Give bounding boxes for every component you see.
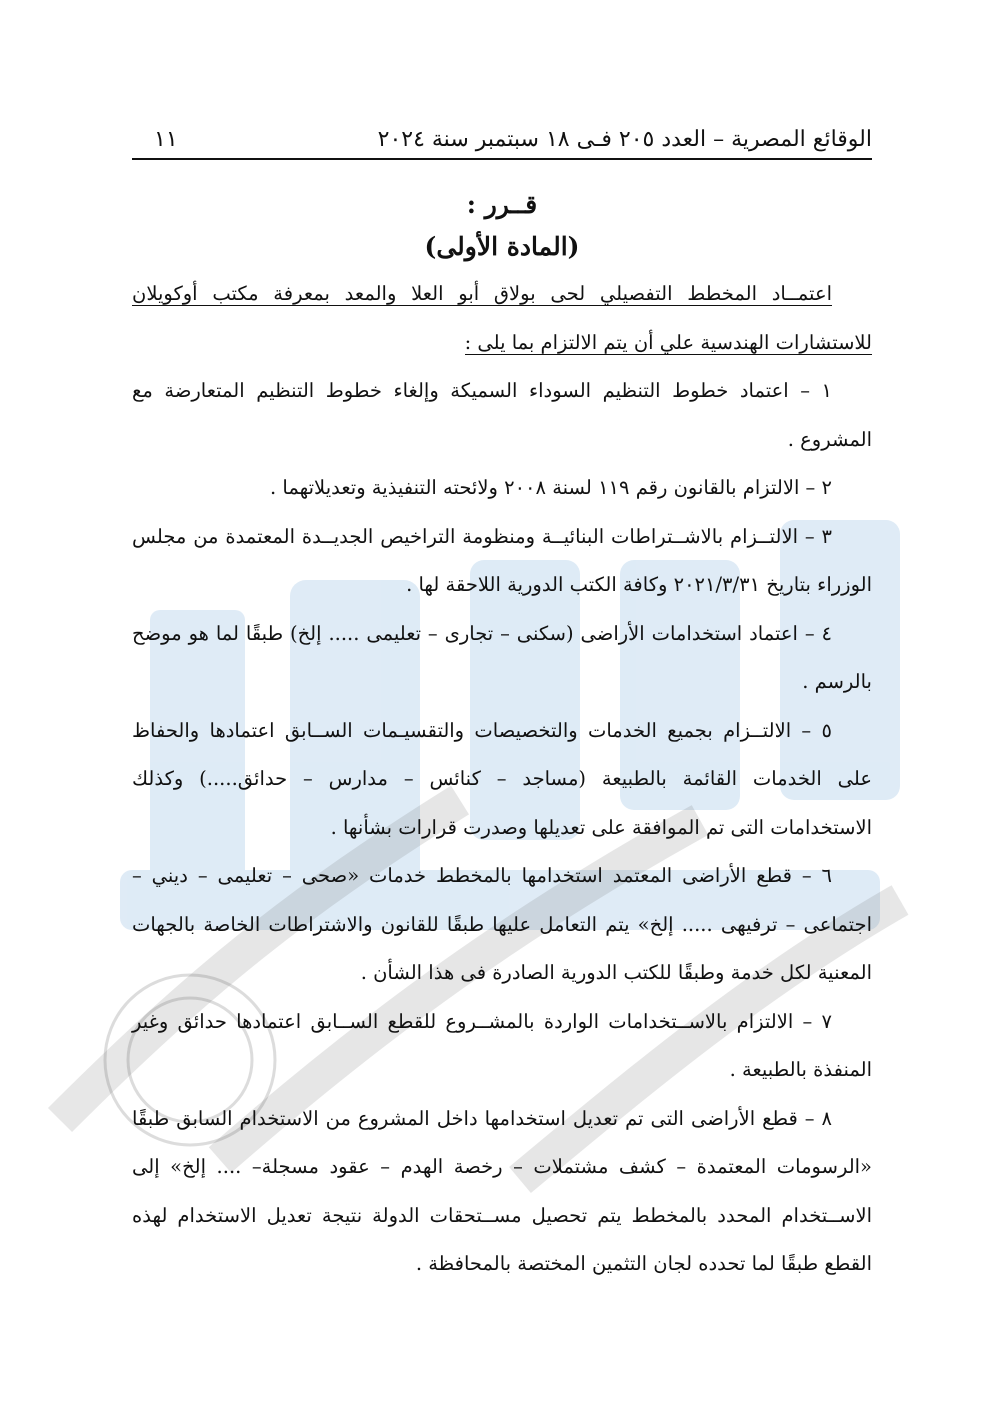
- article-heading: (المادة الأولى): [424, 232, 580, 261]
- decision-heading: قــرر :: [466, 190, 538, 219]
- list-item: ٥ – الالتــزام بجميع الخدمات والتخصيصات والتقسيـمات الســابق اعتمادها والحفاظ على الخدمات القائمة بالطبيعة (مساجد – كنائس – مدارس – حدائق.....) وكذلك الاستخدامات التى تم الموافقة على تعديلها وصدرت قرارات بشأنها .: [132, 718, 872, 839]
- list-item: ٣ – الالتــزام بالاشــتراطات البنائيــة ومنظومة التراخيص الجديــدة المعتمدة من مجلس الوزراء بتاريخ ٢٠٢١/٣/٣١ وكافة الكتب الدورية اللاحقة لها .: [132, 524, 872, 596]
- page-number: ١١: [154, 127, 178, 152]
- intro-text: اعتمــاد المخطط التفصيلي لحى بولاق أبو العلا والمعد بمعرفة مكتب أوكويلان للاستشارات الهندسية علي أن يتم الالتزام بما يلى :: [132, 282, 872, 354]
- list-item: ٢ – الالتزام بالقانون رقم ١١٩ لسنة ٢٠٠٨ ولائحته التنفيذية وتعديلاتهما .: [270, 476, 832, 499]
- list-item: ٦ – قطع الأراضى المعتمد استخدامها بالمخطط خدمات «صحى – تعليمى – ديني – اجتماعى – ترفيهى ..... إلخ» يتم التعامل عليها طبقًا للقانون والاشتراطات الخاصة بالجهات المعنية لكل خدمة وطبقًا للكتب الدورية الصادرة فى هذا الشأن .: [132, 864, 872, 984]
- list-item: ٧ – الالتزام بالاســتخدامات الواردة بالمشــروع للقطع الســابق اعتمادها حدائق وغير المنفذة بالطبيعة .: [132, 1009, 872, 1081]
- intro-paragraph: [132, 270, 872, 367]
- document-page: [132, 100, 872, 1289]
- list-item: ٨ – قطع الأراضى التى تم تعديل استخدامها داخل المشروع من الاستخدام السابق طبقًا «الرسومات المعتمدة – كشف مشتملات – رخصة الهدم – عقود مسجلة– .... إلخ» إلى الاســتخدام المحدد بالمخطط يتم تحصيل مســتحقات الدولة نتيجة تعديل الاستخدام لهذه القطع طبقًا لما تحدده لجان التثمين المختصة بالمحافظة .: [132, 1106, 872, 1275]
- list-item: ١ – اعتماد خطوط التنظيم السوداء السميكة وإلغاء خطوط التنظيم المتعارضة مع المشروع .: [132, 379, 872, 451]
- article-body: [132, 270, 872, 1289]
- list-item: ٤ – اعتماد استخدامات الأراضى (سكنى – تجارى – تعليمى ..... إلخ) طبقًا لما هو موضح بالرسم .: [132, 621, 872, 693]
- page-header: [132, 100, 872, 160]
- header-title: الوقائع المصرية – العدد ٢٠٥ فـى ١٨ سبتمبر سنة ٢٠٢٤: [377, 127, 872, 152]
